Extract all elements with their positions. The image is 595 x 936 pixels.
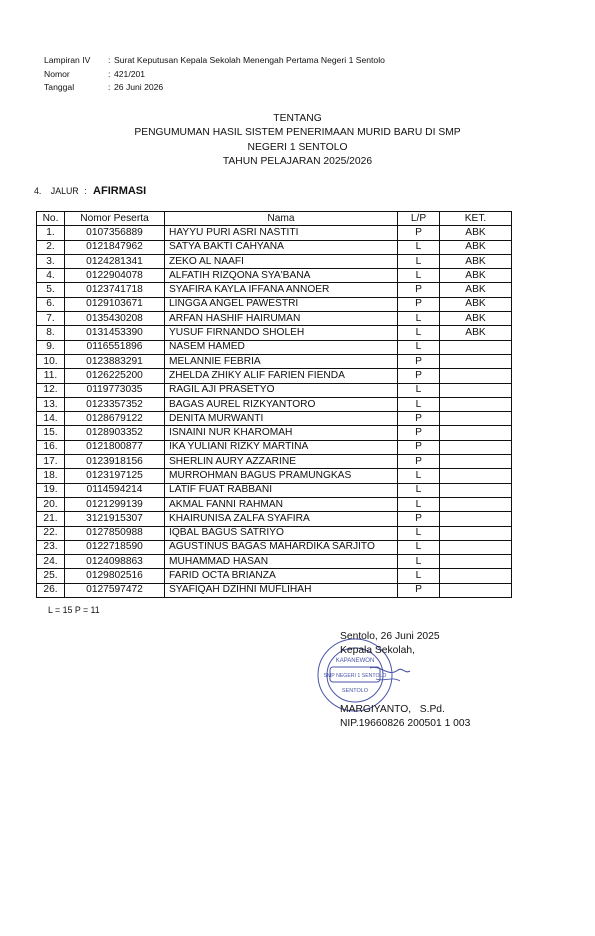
heading-line-2: PENGUMUMAN HASIL SISTEM PENERIMAAN MURID BARU DI SMP [134, 127, 461, 139]
cell-no: 10. [37, 354, 65, 368]
cell-nama: ZEKO AL NAAFI [165, 254, 398, 268]
cell-ket [440, 512, 512, 526]
signature-name: MARGIYANTO, S.Pd. [340, 704, 445, 716]
meta-lampiran-label: Lampiran IV [44, 55, 91, 65]
cell-lp: P [398, 583, 440, 597]
heading-line-1: TENTANG [273, 113, 322, 124]
cell-lp: L [398, 540, 440, 554]
cell-no: 20. [37, 497, 65, 511]
heading-line-3: NEGERI 1 SENTOLO [247, 141, 348, 153]
cell-ket: ABK [440, 269, 512, 283]
cell-ket [440, 540, 512, 554]
table-row [37, 369, 512, 383]
cell-no: 2. [37, 240, 65, 254]
table-row [37, 455, 512, 469]
seal-text-center: SMP NEGERI 1 SENTOLO [323, 673, 387, 679]
table-row [37, 412, 512, 426]
cell-lp: P [398, 512, 440, 526]
cell-no: 5. [37, 283, 65, 297]
cell-nomor-peserta: 0123357352 [65, 397, 165, 411]
cell-lp: L [398, 526, 440, 540]
cell-ket [440, 583, 512, 597]
cell-lp: P [398, 440, 440, 454]
cell-lp: L [398, 312, 440, 326]
section-jalur-label: JALUR [50, 186, 79, 196]
table-row [37, 283, 512, 297]
cell-ket [440, 555, 512, 569]
table-row [37, 512, 512, 526]
cell-no: 9. [37, 340, 65, 354]
cell-lp: L [398, 497, 440, 511]
table-header-row [37, 212, 512, 226]
cell-nomor-peserta: 0122718590 [65, 540, 165, 554]
cell-no: 23. [37, 540, 65, 554]
cell-ket [440, 426, 512, 440]
cell-nama: ALFATIH RIZQONA SYA'BANA [165, 269, 398, 283]
cell-nomor-peserta: 0123883291 [65, 354, 165, 368]
cell-lp: P [398, 354, 440, 368]
cell-lp: L [398, 469, 440, 483]
cell-no: 22. [37, 526, 65, 540]
cell-nomor-peserta: 0119773035 [65, 383, 165, 397]
meta-separator: : [108, 68, 111, 79]
cell-nomor-peserta: 3121915307 [65, 512, 165, 526]
heading-line-4: TAHUN PELAJARAN 2025/2026 [222, 155, 373, 167]
cell-nomor-peserta: 0129103671 [65, 297, 165, 311]
cell-nomor-peserta: 0129802516 [65, 569, 165, 583]
header-nama: Nama [165, 212, 398, 226]
cell-nomor-peserta: 0122904078 [65, 269, 165, 283]
cell-nomor-peserta: 0135430208 [65, 312, 165, 326]
cell-lp: L [398, 340, 440, 354]
cell-nama: NASEM HAMED [165, 340, 398, 354]
table-row [37, 297, 512, 311]
cell-nomor-peserta: 0107356889 [65, 226, 165, 240]
cell-ket [440, 354, 512, 368]
cell-nama: BAGAS AUREL RIZKYANTORO [165, 397, 398, 411]
cell-nama: SHERLIN AURY AZZARINE [165, 455, 398, 469]
cell-nama: MUHAMMAD HASAN [165, 555, 398, 569]
cell-no: 4. [37, 269, 65, 283]
table-row [37, 383, 512, 397]
cell-nama: AKMAL FANNI RAHMAN [165, 497, 398, 511]
cell-ket: ABK [440, 240, 512, 254]
cell-nomor-peserta: 0128679122 [65, 412, 165, 426]
meta-separator: : [108, 55, 111, 65]
cell-no: 3. [37, 254, 65, 268]
cell-nama: HAYYU PURI ASRI NASTITI [165, 226, 398, 240]
table-row [37, 326, 512, 340]
cell-no: 17. [37, 455, 65, 469]
cell-ket [440, 455, 512, 469]
cell-lp: L [398, 483, 440, 497]
cell-nomor-peserta: 0127850988 [65, 526, 165, 540]
table-row [37, 312, 512, 326]
cell-no: 6. [37, 297, 65, 311]
cell-lp: P [398, 412, 440, 426]
signature-nip: NIP.19660826 200501 1 003 [340, 717, 471, 729]
cell-ket [440, 497, 512, 511]
cell-no: 19. [37, 483, 65, 497]
cell-nomor-peserta: 0121299139 [65, 497, 165, 511]
table-row [37, 483, 512, 497]
cell-no: 24. [37, 555, 65, 569]
document-meta [44, 54, 385, 95]
cell-nomor-peserta: 0123741718 [65, 283, 165, 297]
cell-lp: P [398, 283, 440, 297]
cell-lp: L [398, 397, 440, 411]
cell-no: 11. [37, 369, 65, 383]
section-title [34, 185, 146, 197]
cell-nomor-peserta: 0121800877 [65, 440, 165, 454]
gender-summary: L = 15 P = 11 [48, 605, 100, 615]
cell-nama: ZHELDA ZHIKY ALIF FARIEN FIENDA [165, 369, 398, 383]
meta-tanggal-label: Tanggal [44, 82, 75, 92]
cell-nama: MELANNIE FEBRIA [165, 354, 398, 368]
meta-separator: : [108, 82, 111, 92]
cell-ket: ABK [440, 326, 512, 340]
cell-nama: DENITA MURWANTI [165, 412, 398, 426]
cell-no: 7. [37, 312, 65, 326]
cell-nomor-peserta: 0123197125 [65, 469, 165, 483]
results-table [36, 211, 512, 598]
cell-nama: SYAFIRA KAYLA IFFANA ANNOER [165, 283, 398, 297]
cell-ket: ABK [440, 226, 512, 240]
table-row [37, 569, 512, 583]
cell-no: 1. [37, 226, 65, 240]
cell-no: 15. [37, 426, 65, 440]
cell-lp: P [398, 297, 440, 311]
table-row [37, 583, 512, 597]
cell-nomor-peserta: 0114594214 [65, 483, 165, 497]
seal-text-top: KAPANEWON [335, 658, 375, 664]
cell-ket [440, 469, 512, 483]
cell-no: 16. [37, 440, 65, 454]
cell-nomor-peserta: 0126225200 [65, 369, 165, 383]
cell-nomor-peserta: 0127597472 [65, 583, 165, 597]
cell-nomor-peserta: 0131453390 [65, 326, 165, 340]
table-body [37, 226, 512, 598]
cell-lp: P [398, 226, 440, 240]
table-row [37, 555, 512, 569]
meta-tanggal-value: 26 Juni 2026 [114, 82, 164, 92]
cell-ket [440, 340, 512, 354]
cell-ket: ABK [440, 312, 512, 326]
document-heading [0, 112, 595, 169]
cell-nama: YUSUF FIRNANDO SHOLEH [165, 326, 398, 340]
cell-ket [440, 526, 512, 540]
cell-ket [440, 397, 512, 411]
cell-lp: L [398, 269, 440, 283]
cell-nama: IKA YULIANI RIZKY MARTINA [165, 440, 398, 454]
cell-lp: L [398, 569, 440, 583]
header-nomor-peserta: Nomor Peserta [65, 212, 165, 226]
table-row [37, 269, 512, 283]
cell-nama: IQBAL BAGUS SATRIYO [165, 526, 398, 540]
cell-lp: P [398, 455, 440, 469]
cell-ket [440, 483, 512, 497]
cell-nomor-peserta: 0124281341 [65, 254, 165, 268]
cell-lp: L [398, 254, 440, 268]
table-row [37, 526, 512, 540]
table-row [37, 440, 512, 454]
table-row [37, 226, 512, 240]
cell-lp: L [398, 555, 440, 569]
table-row [37, 254, 512, 268]
header-lp: L/P [398, 212, 440, 226]
table-row [37, 240, 512, 254]
cell-no: 14. [37, 412, 65, 426]
cell-no: 18. [37, 469, 65, 483]
cell-nomor-peserta: 0116551896 [65, 340, 165, 354]
cell-nomor-peserta: 0128903352 [65, 426, 165, 440]
cell-nama: KHAIRUNISA ZALFA SYAFIRA [165, 512, 398, 526]
cell-nomor-peserta: 0124098863 [65, 555, 165, 569]
table-row [37, 397, 512, 411]
meta-nomor [44, 68, 385, 82]
cell-no: 8. [37, 326, 65, 340]
table-row [37, 354, 512, 368]
cell-no: 12. [37, 383, 65, 397]
cell-lp: P [398, 369, 440, 383]
cell-lp: L [398, 240, 440, 254]
cell-ket [440, 412, 512, 426]
cell-nama: SYAFIQAH DZIHNI MUFLIHAH [165, 583, 398, 597]
cell-nama: MURROHMAN BAGUS PRAMUNGKAS [165, 469, 398, 483]
cell-nomor-peserta: 0123918156 [65, 455, 165, 469]
cell-no: 13. [37, 397, 65, 411]
seal-text-bottom: SENTOLO [341, 688, 369, 694]
cell-nama: AGUSTINUS BAGAS MAHARDIKA SARJITO [165, 540, 398, 554]
cell-ket [440, 383, 512, 397]
cell-ket: ABK [440, 297, 512, 311]
meta-nomor-value: 421/201 [114, 68, 146, 79]
cell-nama: SATYA BAKTI CAHYANA [165, 240, 398, 254]
section-colon: : [84, 186, 87, 196]
meta-lampiran [44, 54, 385, 68]
cell-nama: FARID OCTA BRIANZA [165, 569, 398, 583]
cell-no: 25. [37, 569, 65, 583]
table-row [37, 540, 512, 554]
signature-position: Kepala Sekolah, [340, 644, 415, 656]
cell-nama: LATIF FUAT RABBANI [165, 483, 398, 497]
section-jalur-value: AFIRMASI [93, 185, 147, 197]
cell-ket: ABK [440, 283, 512, 297]
signature-place-date: Sentolo, 26 Juni 2025 [340, 631, 440, 642]
cell-nama: LINGGA ANGEL PAWESTRI [165, 297, 398, 311]
cell-ket [440, 440, 512, 454]
meta-nomor-label: Nomor [44, 68, 70, 79]
cell-nama: ISNAINI NUR KHAROMAH [165, 426, 398, 440]
cell-nama: RAGIL AJI PRASETYO [165, 383, 398, 397]
header-ket: KET. [440, 212, 512, 226]
cell-ket [440, 369, 512, 383]
signature-block [340, 630, 470, 730]
cell-lp: P [398, 426, 440, 440]
meta-lampiran-value: Surat Keputusan Kepala Sekolah Menengah Pertama Negeri 1 Sentolo [114, 55, 385, 65]
cell-nomor-peserta: 0121847962 [65, 240, 165, 254]
section-number: 4. [34, 186, 42, 196]
cell-no: 26. [37, 583, 65, 597]
cell-lp: L [398, 326, 440, 340]
table-row [37, 497, 512, 511]
cell-ket [440, 569, 512, 583]
meta-tanggal [44, 81, 385, 95]
table-row [37, 426, 512, 440]
cell-ket: ABK [440, 254, 512, 268]
cell-nama: ARFAN HASHIF HAIRUMAN [165, 312, 398, 326]
cell-lp: L [398, 383, 440, 397]
cell-no: 21. [37, 512, 65, 526]
signature-space [340, 657, 470, 703]
table-row [37, 469, 512, 483]
table-row [37, 340, 512, 354]
header-no: No. [37, 212, 65, 226]
